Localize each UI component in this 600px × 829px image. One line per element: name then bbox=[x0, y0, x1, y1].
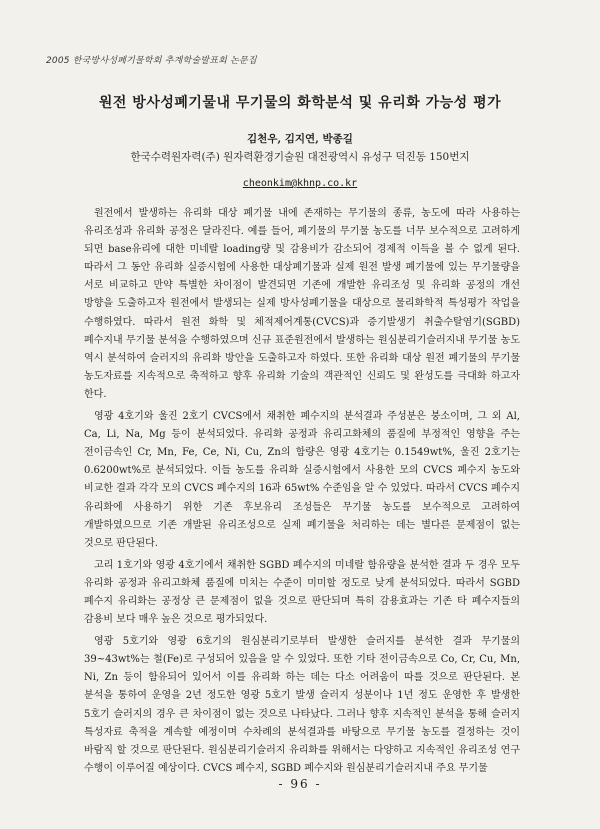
running-header: 2005 한국방사성폐기물학회 추계학술발표회 논문집 bbox=[46, 56, 257, 66]
author-list: 김천우, 김지연, 박종길 bbox=[247, 133, 353, 145]
email-text[interactable]: cheonkim@khnp.co.kr bbox=[242, 178, 358, 189]
page-number: - 96 - bbox=[278, 777, 322, 791]
contact-email[interactable] bbox=[0, 178, 600, 189]
abstract-body bbox=[84, 205, 520, 782]
paper-title: 원전 방사성폐기물내 무기물의 화학분석 및 유리화 가능성 평가 bbox=[98, 95, 502, 111]
author-affiliation: 한국수력원자력(주) 원자력환경기술원 대전광역시 유성구 덕진동 150번지 bbox=[130, 151, 470, 163]
paragraph-intro: 원전에서 발생하는 유리화 대상 폐기물 내에 존재하는 무기물의 종류, 농도에 따라 사용하는 유리조성과 유리화 공정은 달라진다. 예를 들어, 폐기물의 무기물 농도를 너무 보수적으로 고려하게 되면 base유리에 대한 미네랄 loading량 및 감용비가 감소되어 경제적 이득을 볼 수 없게 된다. 따라서 그 동안 유리화 실증시험에 사용한 대상폐기물과 실제 원전 발생 폐기물에 있는 무기물량을 서로 비교하고 만약 특별한 차이점이 발견되면 기존에 개발한 유리조성 및 유리화 공정의 개선 방향을 도출하고자 원전에서 발생되는 실제 방사성폐기물을 대상으로 물리화학적 특성평가 작업을 수행하였다. 따라서 원전 화학 및 체적제어계통(CVCS)과 증기발생기 취출수탈염기(SGBD) 폐수지내 무기물 분석을 수행하였으며 신규 표준원전에서 발생하는 원심분리기슬러지내 무기물 농도 역시 분석하여 슬러지의 유리화 방안을 도출하고자 하였다. 또한 유리화 대상 원전 폐기물의 무기물 농도자료를 지속적으로 축적하고 향후 유리화 기술의 객관적인 신뢰도 및 완성도를 극대화 하고자 한다. bbox=[84, 208, 520, 400]
paragraph-cvcs-resin: 영광 4호기와 울진 2호기 CVCS에서 채취한 폐수지의 분석결과 주성분은 붕소이며, 그 외 Al, Ca, Li, Na, Mg 등이 분석되었다. 유리화 공정과 유리고화체의 품질에 부정적인 영향을 주는 전이금속인 Cr, Mn, Fe, Ce, Ni, Cu, Zn의 함량은 영광 4호기는 0.1549wt%, 울진 2호기는 0.6200wt%로 분석되었다. 이들 농도를 유리화 실증시험에서 사용한 모의 CVCS 폐수지 농도와 비교한 결과 각각 모의 CVCS 폐수지의 16과 65wt% 수준임을 알 수 있었다. 따라서 CVCS 폐수지 유리화에 사용하기 위한 기존 후보유리 조성들은 무기물 농도를 보수적으로 고려하여 개발하였으므로 기존 개발된 유리조성으로 실제 폐기물을 처리하는 데는 별다른 문제점이 없는 것으로 판단된다. bbox=[84, 411, 520, 549]
paragraph-sgbd-resin: 고리 1호기와 영광 4호기에서 채취한 SGBD 폐수지의 미네랄 함유량을 분석한 결과 두 경우 모두 유리화 공정과 유리고화체 품질에 미치는 수준이 미미할 정도로 낮게 분석되었다. 따라서 SGBD 폐수지 유리화는 공정상 큰 문제점이 없을 것으로 판단되며 특히 감용효과는 기존 타 폐수지들의 감용비 보다 매우 높은 것으로 평가되었다. bbox=[84, 559, 520, 626]
paragraph-centrifuge-sludge: 영광 5호기와 영광 6호기의 원심분리기로부터 발생한 슬러지를 분석한 결과 무기물의 39~43wt%는 철(Fe)로 구성되어 있음을 알 수 있었다. 또한 기타 전이금속으로 Co, Cr, Cu, Mn, Ni, Zn 등이 함유되어 있어서 이를 유리화 하는 데는 다소 어려움이 따를 것으로 판단된다. 본 분석을 통하여 운영을 2년 정도한 영광 5호기 발생 슬러지 성분이나 1년 정도 운영한 후 발생한 5호기 슬러지의 경우 큰 차이점이 없는 것으로 나타났다. 그러나 향후 지속적인 분석을 통해 슬러지 특성자료 축적을 계속할 예정이며 수차례의 분석결과를 바탕으로 무기물 농도를 결정하는 것이 바람직 할 것으로 판단된다. 원심분리기슬러지 유리화를 위해서는 다양하고 지속적인 유리조성 연구 수행이 이루어질 예상이다. CVCS 폐수지, SGBD 폐수지와 원심분리기슬러지내 주요 무기물 bbox=[84, 636, 520, 774]
